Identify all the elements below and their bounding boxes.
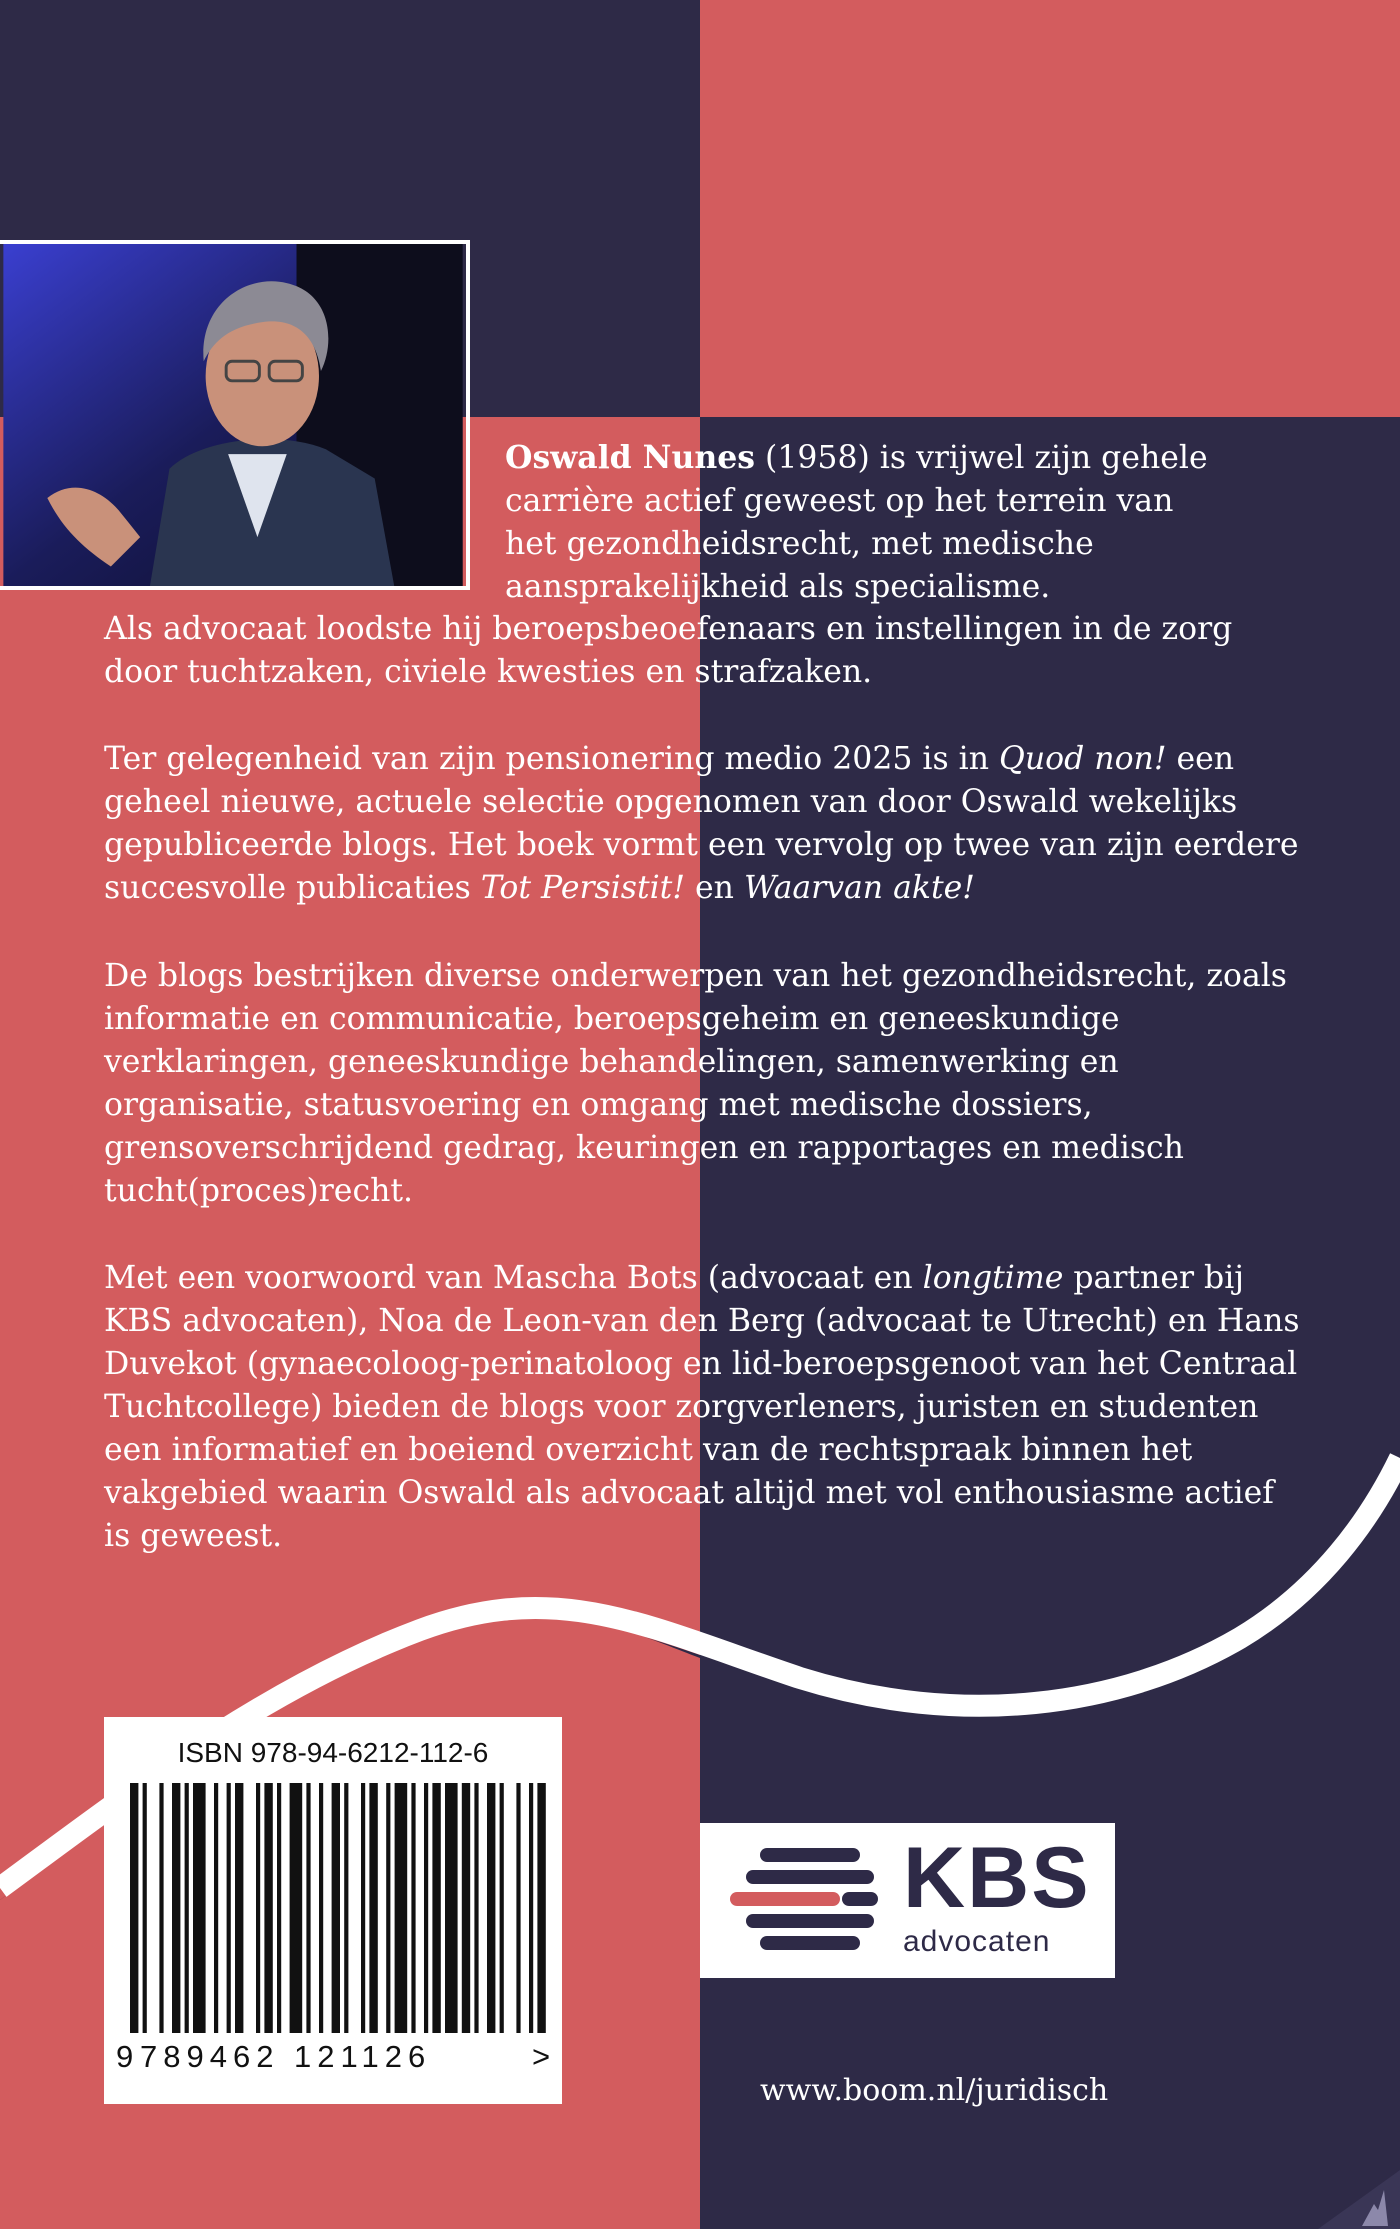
paragraph-foreword [104,1257,1304,1558]
barcode-bar [516,1783,520,2033]
isbn-label: ISBN 978-94-6212-112-6 [177,1737,489,1768]
author-name: Oswald Nunes [505,439,756,476]
publisher-mark-icon [1318,2170,1400,2229]
barcode-bar [474,1783,478,2033]
book-title-tot-persistit: Tot Persistit! [480,870,685,906]
kbs-logo [700,1823,1115,1978]
barcode-bar [306,1783,310,2033]
barcode-bar [462,1783,470,2033]
barcode-bar [500,1783,504,2033]
author-intro [505,436,1225,609]
barcode-bar [445,1783,458,2033]
barcode-bars [118,1783,548,2033]
barcode-bar [159,1783,163,2033]
book-title-waarvan-akte: Waarvan akte! [743,870,975,906]
barcode-bar [529,1783,533,2033]
p2-text-c: en [685,870,744,906]
barcode-arrow: > [532,2039,551,2074]
barcode-bar [290,1783,303,2033]
topics-text: De blogs bestrijken diverse onderwerpen van het gezondheidsrecht, zoals informatie en communicatie, beroepsgeheim en geneeskundige verklaringen, geneeskundige behandelingen, samenwerking en organisatie, statusvoering en omgang met medische dossiers, grensoverschrijdend gedrag, keuringen en rapportages en medisch tucht(proces)recht. [104,958,1287,1209]
barcode-bar [227,1783,231,2033]
publisher-url: www.boom.nl/juridisch [760,2073,1109,2108]
logo-subtitle: advocaten [903,1925,1051,1958]
barcode-bar [185,1783,189,2033]
paragraph-topics [104,955,1304,1213]
barcode-bar [332,1783,340,2033]
author-intro-continued [104,608,1304,694]
barcode-bar [369,1783,377,2033]
barcode-bar [386,1783,390,2033]
author-intro-text: is vrijwel zijn gehele carrière actief geweest op het terrein van het gezondheidsrecht, met medische aansprakelijkheid als specialisme. [505,440,1208,605]
barcode-digits: 789462 121126 [140,2039,432,2074]
author-year: (1958) [755,440,870,476]
barcode-bar [214,1783,218,2033]
p4-text-a: Met een voorwoord van Mascha Bots (advocaat en [104,1260,923,1296]
barcode-bar [193,1783,206,2033]
isbn-barcode [104,1717,562,2104]
barcode-bar [235,1783,243,2033]
barcode-bar [264,1783,272,2033]
barcode-bar [143,1783,147,2033]
author-portrait-icon [0,244,466,586]
barcode-bar [411,1783,415,2033]
intro-continued-text: Als advocaat loodste hij beroepsbeoefenaars en instellingen in de zorg door tuchtzaken, civiele kwesties en strafzaken. [104,611,1233,690]
barcode-bar [537,1783,545,2033]
barcode-bar [172,1783,180,2033]
barcode-bar [319,1783,323,2033]
barcode-bar [432,1783,440,2033]
barcode-bar [130,1783,138,2033]
barcode-bar [361,1783,365,2033]
barcode-bar [344,1783,348,2033]
barcode-bar [424,1783,428,2033]
barcode-bar [277,1783,281,2033]
p2-text-a: Ter gelegenheid van zijn pensionering medio 2025 is in [104,741,1000,777]
barcode-bar [395,1783,408,2033]
p4-text-b: partner bij KBS advocaten), Noa de Leon-van den Berg (advocaat te Utrecht) en Hans Duvekot (gynaecoloog-perinatoloog en lid-beroepsgenoot van het Centraal Tuchtcollege) bieden de blogs voor zorgverleners, juristen en studenten een informatief en boeiend overzicht van de rechtspraak binnen het vakgebied waarin Oswald als advocaat altijd met vol enthousiasme actief is geweest. [104,1260,1300,1554]
book-title-quod-non: Quod non! [999,741,1167,777]
barcode-bar [256,1783,260,2033]
paragraph-publication [104,738,1304,910]
p2-text-b: een geheel nieuwe, actuele selectie opgenomen van door Oswald wekelijks gepubliceerde blogs. Het boek vormt een vervolg op twee van zijn eerdere succesvolle publicaties [104,741,1299,906]
barcode-bar [487,1783,495,2033]
p4-emphasis: longtime [922,1260,1064,1296]
logo-name: KBS [903,1830,1091,1926]
author-photo [0,240,470,590]
kbs-stripes-icon [730,1848,880,1953]
barcode-first-digit: 9 [116,2039,134,2074]
